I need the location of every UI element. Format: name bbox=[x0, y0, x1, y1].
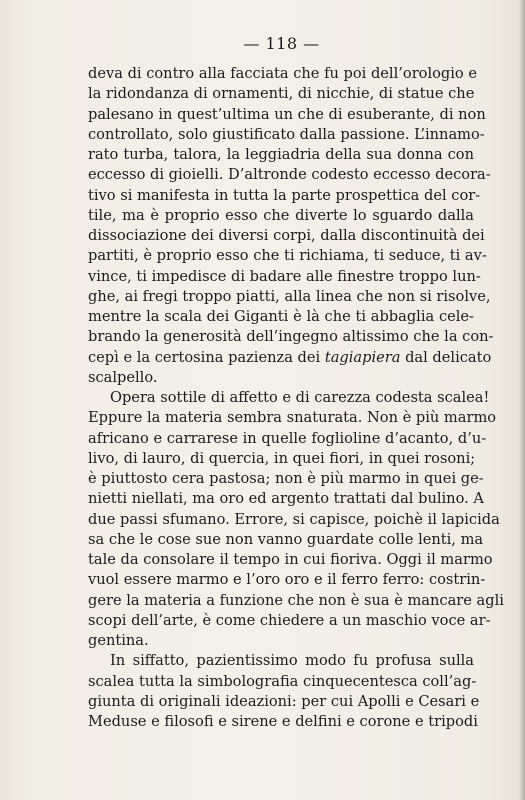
paragraph-3 bbox=[88, 651, 480, 732]
text-line: tale da consolare il tempo in cui fioriva. Oggi il marmo bbox=[88, 551, 493, 568]
text-line: brando la generosità dell’ingegno altissimo che la con- bbox=[88, 328, 494, 346]
text-line: scalea tutta la simbolografia cinquecentesca coll’ag- bbox=[88, 672, 477, 690]
text-line: partiti, è proprio esso che ti richiama, ti seduce, ti av- bbox=[88, 247, 487, 265]
paragraph-2 bbox=[88, 388, 504, 651]
text-line: due passi sfumano. Errore, si capisce, poichè il lapicida bbox=[88, 510, 500, 528]
text-line: africano e carrarese in quelle foglioline d’acanto, d’u- bbox=[88, 429, 487, 447]
text-line: mentre la scala dei Giganti è là che ti abbaglia cele- bbox=[88, 308, 474, 325]
text-line: vuol essere marmo e l’oro oro e il ferro ferro: costrin- bbox=[88, 571, 486, 589]
text-line: tivo si manifesta in tutta la parte prospettica del cor- bbox=[88, 186, 481, 204]
text-line: livo, di lauro, di quercia, in quei fiori, in quei rosoni; bbox=[88, 449, 476, 467]
text-line: In siffatto, pazientissimo modo fu profusa sulla bbox=[110, 652, 474, 670]
text-line: nietti niellati, ma oro ed argento trattati dal bulino. A bbox=[88, 490, 484, 508]
text-line: Meduse e filosofi e sirene e delfini e corone e tripodi bbox=[88, 713, 478, 730]
text-line: palesano in quest’ultima un che di esuberante, di non bbox=[88, 105, 486, 123]
text-line-with-italic bbox=[88, 348, 492, 368]
text-line: dissociazione dei diversi corpi, dalla discontinuità dei bbox=[88, 227, 485, 244]
body-text bbox=[88, 64, 504, 732]
text-line: scalpello. bbox=[88, 368, 158, 386]
text-line: è piuttosto cera pastosa; non è più marmo in quei ge- bbox=[88, 470, 484, 487]
text-line: controllato, solo giustificato dalla passione. L’innamo- bbox=[88, 125, 485, 143]
text-line: eccesso di gioielli. D’altronde codesto eccesso decora- bbox=[88, 166, 491, 184]
paragraph-1 bbox=[88, 64, 494, 388]
text-span: cepì e la certosina pazienza dei bbox=[88, 348, 321, 366]
text-line: la ridondanza di ornamenti, di nicchie, di statue che bbox=[88, 85, 475, 103]
page-number: — 118 — bbox=[243, 34, 320, 53]
text-line: ghe, ai fregi troppo piatti, alla linea che non si risolve, bbox=[88, 287, 491, 305]
text-line: Opera sottile di affetto e di carezza codesta scalea! bbox=[110, 389, 490, 406]
text-line: deva di contro alla facciata che fu poi dell’orologio e bbox=[88, 65, 477, 82]
text-line: Eppure la materia sembra snaturata. Non è più marmo bbox=[88, 409, 497, 427]
page-edge-shadow bbox=[519, 0, 525, 800]
italic-term: tagiapiera bbox=[324, 348, 401, 366]
text-line: scopi dell’arte, è come chiedere a un maschio voce ar- bbox=[88, 611, 491, 629]
text-line: gentina. bbox=[88, 632, 149, 649]
text-line: rato turba, talora, la leggiadria della sua donna con bbox=[88, 146, 474, 163]
text-line: sa che le cose sue non vanno guardate colle lenti, ma bbox=[88, 530, 484, 548]
text-line: vince, ti impedisce di badare alle finestre troppo lun- bbox=[88, 267, 481, 285]
text-line: tile, ma è proprio esso che diverte lo sguardo dalla bbox=[88, 206, 474, 224]
text-span: dal delicato bbox=[405, 348, 492, 366]
text-line: giunta di originali ideazioni: per cui Apolli e Cesari e bbox=[88, 692, 480, 710]
text-line: gere la materia a funzione che non è sua è mancare agli bbox=[88, 591, 504, 609]
